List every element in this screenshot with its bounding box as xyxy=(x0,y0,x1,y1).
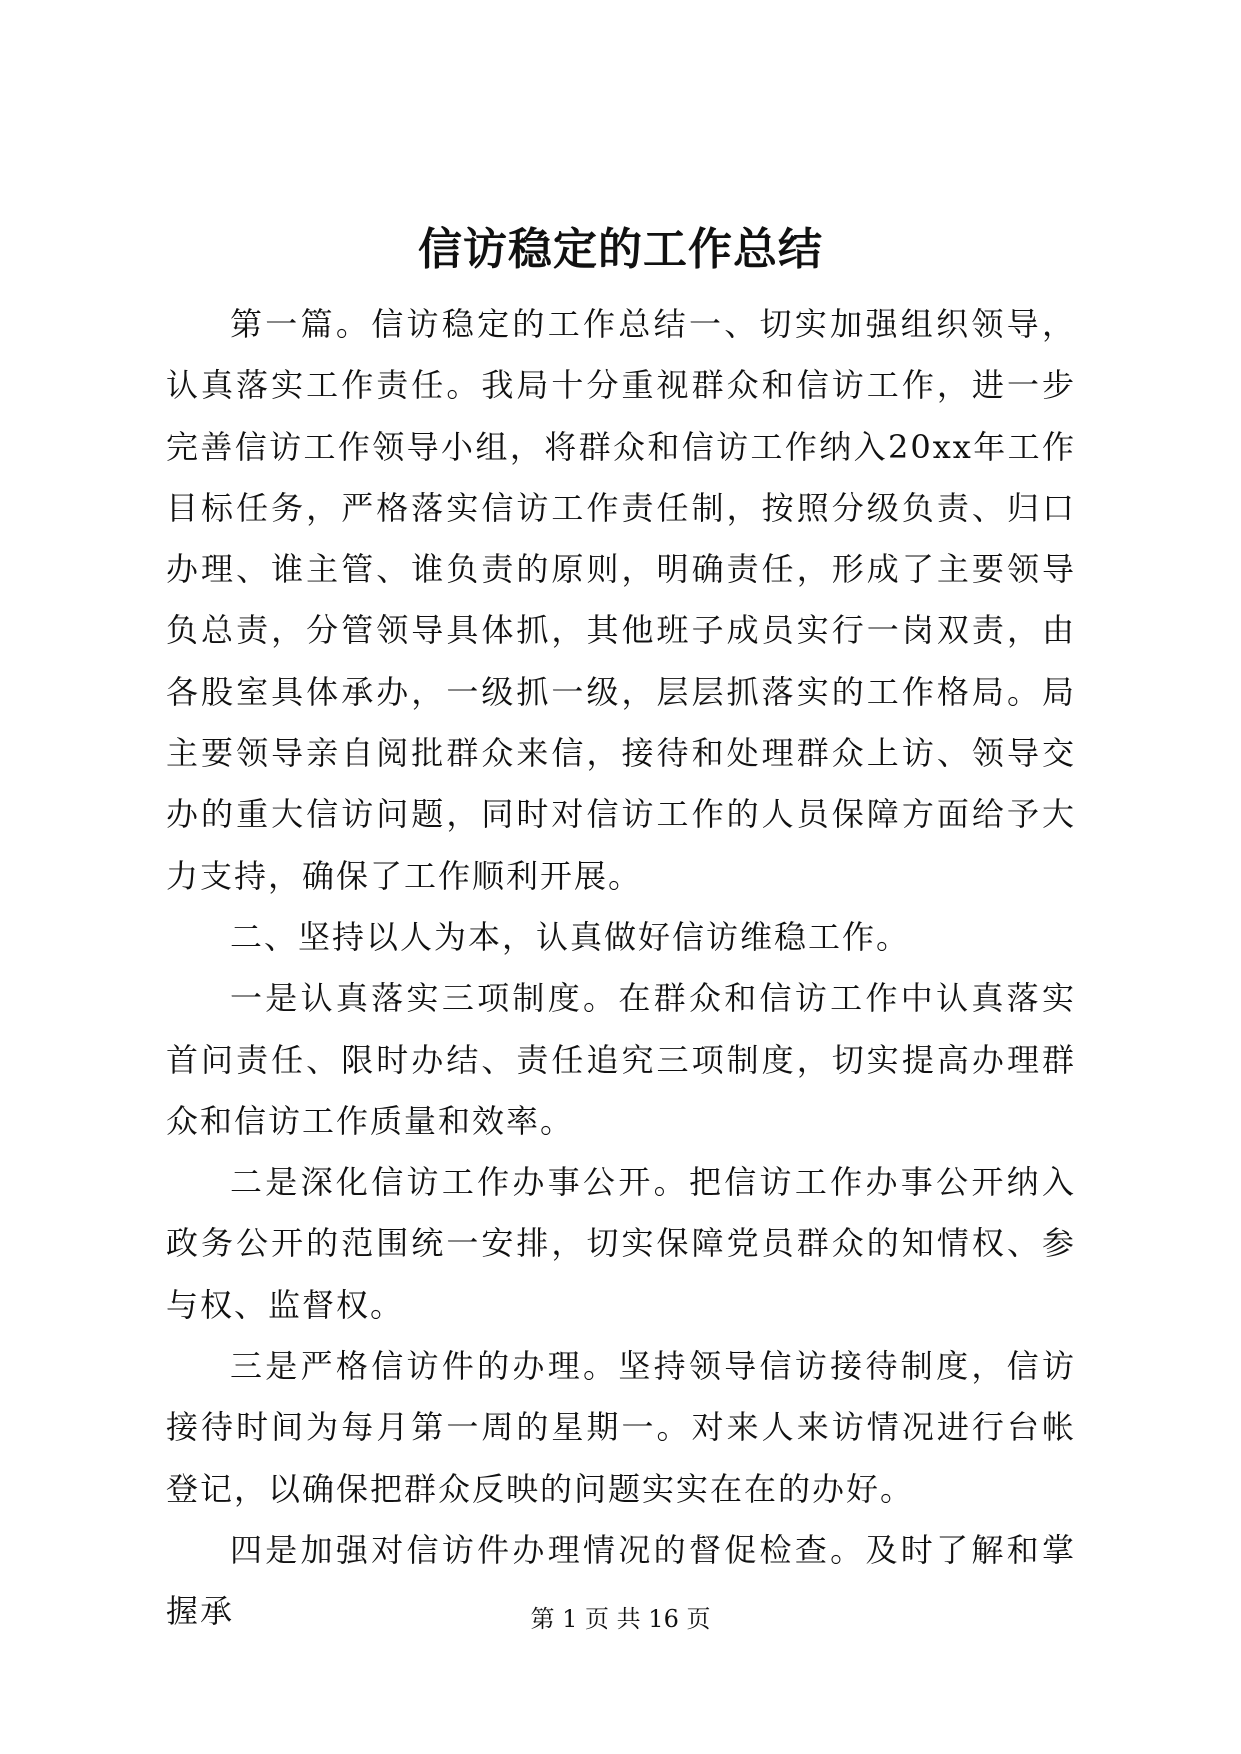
paragraph-3: 一是认真落实三项制度。在群众和信访工作中认真落实首问责任、限时办结、责任追究三项制度，切实提高办理群众和信访工作质量和效率。 xyxy=(166,979,1076,1140)
page-title: 信访稳定的工作总结 xyxy=(418,224,823,275)
paragraph-4: 二是深化信访工作办事公开。把信访工作办事公开纳入政务公开的范围统一安排，切实保障党员群众的知情权、参与权、监督权。 xyxy=(166,1163,1076,1324)
page-footer: 第 1 页 共 16 页 xyxy=(530,1605,711,1633)
document-body xyxy=(166,294,1076,1643)
paragraph-6: 四是加强对信访件办理情况的督促检查。及时了解和掌握承 xyxy=(166,1530,1076,1631)
paragraph-1: 第一篇。信访稳定的工作总结一、切实加强组织领导，认真落实工作责任。我局十分重视群众和信访工作，进一步完善信访工作领导小组，将群众和信访工作纳入20xx年工作目标任务，严格落实信访工作责任制，按照分级负责、归口办理、谁主管、谁负责的原则，明确责任，形成了主要领导负总责，分管领导具体抓，其他班子成员实行一岗双责，由各股室具体承办，一级抓一级，层层抓落实的工作格局。局主要领导亲自阅批群众来信，接待和处理群众上访、领导交办的重大信访问题，同时对信访工作的人员保障方面给予大力支持，确保了工作顺利开展。 xyxy=(166,305,1076,895)
paragraph-2: 二、坚持以人为本，认真做好信访维稳工作。 xyxy=(230,917,911,956)
paragraph-5: 三是严格信访件的办理。坚持领导信访接待制度，信访接待时间为每月第一周的星期一。对来人来访情况进行台帐登记，以确保把群众反映的问题实实在在的办好。 xyxy=(166,1347,1076,1508)
